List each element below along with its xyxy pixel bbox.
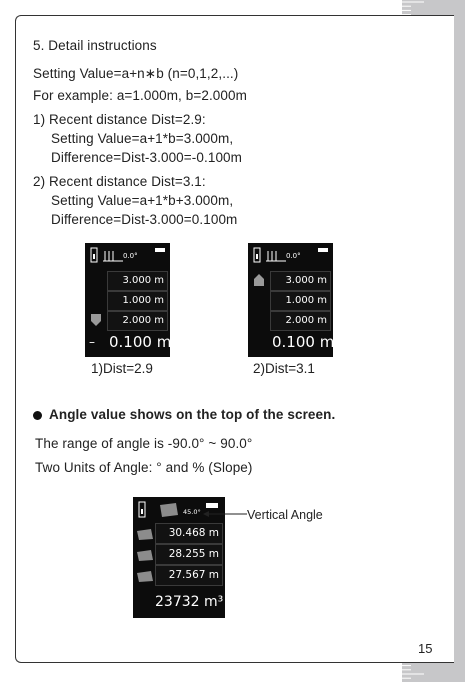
up-arrow-icon (253, 273, 265, 287)
device-display-1 (85, 243, 170, 357)
case2-line1: 2) Recent distance Dist=3.1: (33, 174, 206, 189)
width-mode-icon (135, 548, 155, 562)
caption-display-2: 2)Dist=3.1 (253, 361, 315, 376)
row-value: 30.468 m (168, 527, 219, 539)
example-text: For example: a=1.000m, b=2.000m (33, 88, 247, 103)
row-value: 2.000 m (285, 315, 327, 326)
row-value: 1.000 m (122, 295, 164, 306)
bullet-icon (33, 411, 42, 420)
angle-units-text: Two Units of Angle: ° and % (Slope) (35, 460, 253, 475)
length-mode-icon (135, 527, 155, 541)
height-mode-icon (135, 569, 155, 583)
formula-text: Setting Value=a+n∗b (n=0,1,2,...) (33, 66, 239, 81)
angle-readout: 0.0° (286, 252, 301, 260)
prefix-dash: – (89, 335, 95, 349)
case1-line3: Difference=Dist-3.000=-0.100m (51, 150, 243, 165)
case1-line1: 1) Recent distance Dist=2.9: (33, 112, 206, 127)
main-value: 0.100 m (272, 333, 335, 351)
main-value: 23732 m³ (155, 594, 224, 610)
angle-readout: 45.0° (183, 508, 201, 516)
caption-display-1: 1)Dist=2.9 (91, 361, 153, 376)
row-value: 27.567 m (168, 569, 219, 581)
main-value: 0.100 m (109, 333, 172, 351)
callout-line (203, 508, 249, 520)
row-value: 2.000 m (122, 315, 164, 326)
case2-line3: Difference=Dist-3.000=0.100m (51, 212, 238, 227)
page-number: 15 (418, 641, 433, 656)
angle-readout: 0.0° (123, 252, 138, 260)
angle-range-text: The range of angle is -90.0° ~ 90.0° (35, 436, 253, 451)
case1-line2: Setting Value=a+1*b=3.000m, (51, 131, 234, 146)
section-heading: 5. Detail instructions (33, 38, 157, 53)
angle-section-title: Angle value shows on the top of the screen. (49, 407, 336, 422)
down-arrow-icon (90, 313, 102, 327)
device-display-2 (248, 243, 333, 357)
row-value: 3.000 m (285, 275, 327, 286)
row-value: 1.000 m (285, 295, 327, 306)
case2-line2: Setting Value=a+1*b+3.000m, (51, 193, 234, 208)
vertical-angle-callout: Vertical Angle (247, 508, 323, 522)
row-value: 3.000 m (122, 275, 164, 286)
row-value: 28.255 m (168, 548, 219, 560)
